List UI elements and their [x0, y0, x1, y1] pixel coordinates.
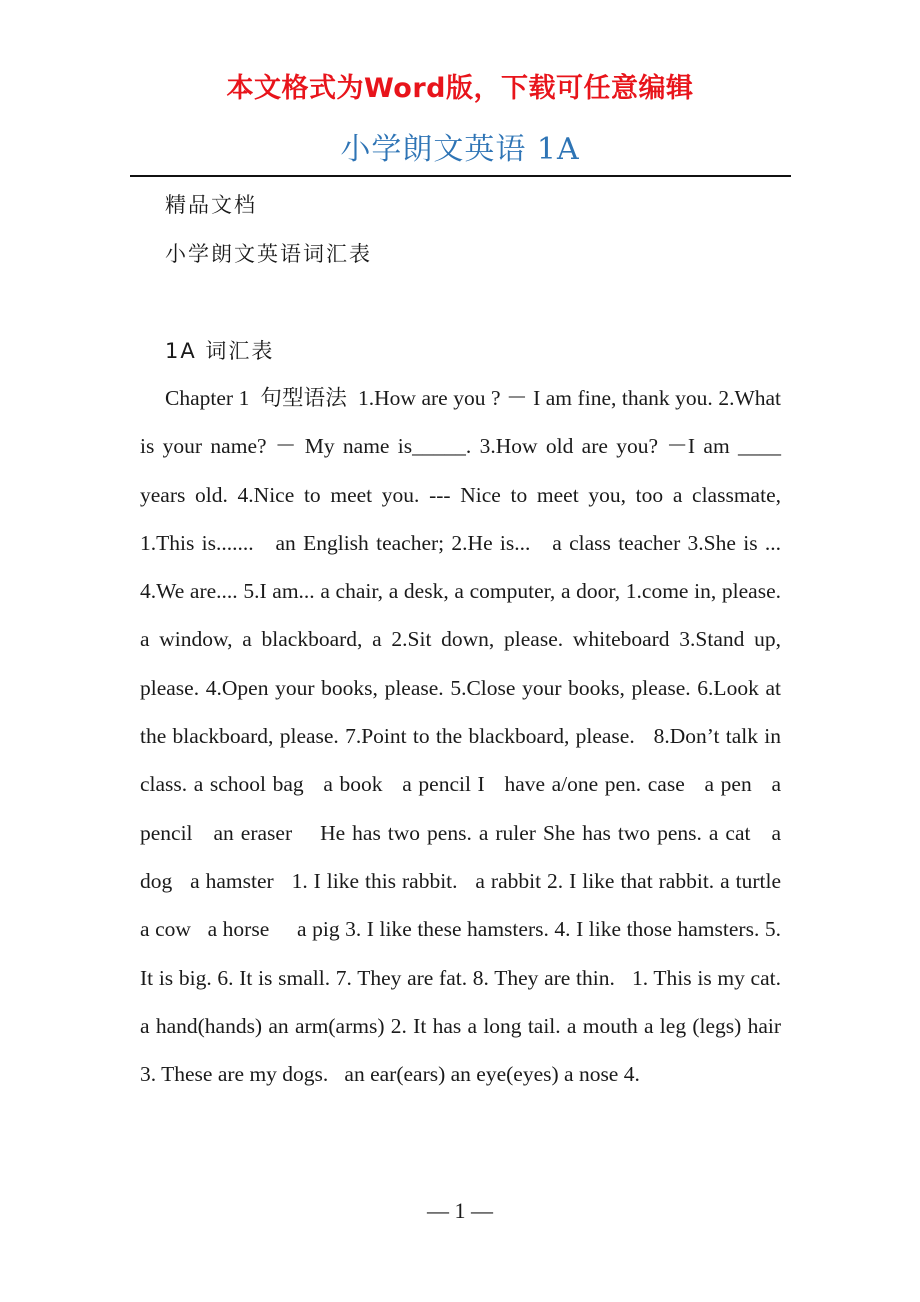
page-number: — 1 —	[427, 1198, 493, 1223]
document-title: 小学朗文英语 1A	[340, 132, 580, 167]
subtitle-quality-doc: 精品文档	[165, 193, 257, 217]
subtitle-vocabulary-list: 小学朗文英语词汇表	[165, 242, 372, 266]
section-heading-1a: 1A 词汇表	[165, 339, 275, 363]
header-divider	[130, 175, 791, 177]
body-paragraph: Chapter 1 句型语法 1.How are you ? － I am fine, thank you. 2.What is your name? － My name is_____. 3.How old are you? －I am ____ years old. 4.Nice to meet you. --- Nice to meet you, too a classmate, 1.This is....... an English teacher; 2.He is... a class teacher 3.She is ... 4.We are.... 5.I am... a chair, a desk, a computer, a door, 1.come in, please. a window, a blackboard, a 2.Sit down, please. whiteboard 3.Stand up, please. 4.Open your books, please. 5.Close your books, please. 6.Look at the blackboard, please. 7.Point to the blackboard, please. 8.Don’t talk in class. a school bag a book a pencil I have a/one pen. case a pen a pencil an eraser He has two pens. a ruler She has two pens. a cat a dog a hamster 1. I like this rabbit. a rabbit 2. I like that rabbit. a turtle a cow a horse a pig 3. I like these hamsters. 4. I like those hamsters. 5. It is big. 6. It is small. 7. They are fat. 8. They are thin. 1. This is my cat. a hand(hands) an arm(arms) 2. It has a long tail. a mouth a leg (legs) hair 3. These are my dogs. an ear(ears) an eye(eyes) a nose 4.	[140, 386, 798, 1087]
download-notice: 本文格式为Word版，下载可任意编辑	[226, 73, 694, 104]
